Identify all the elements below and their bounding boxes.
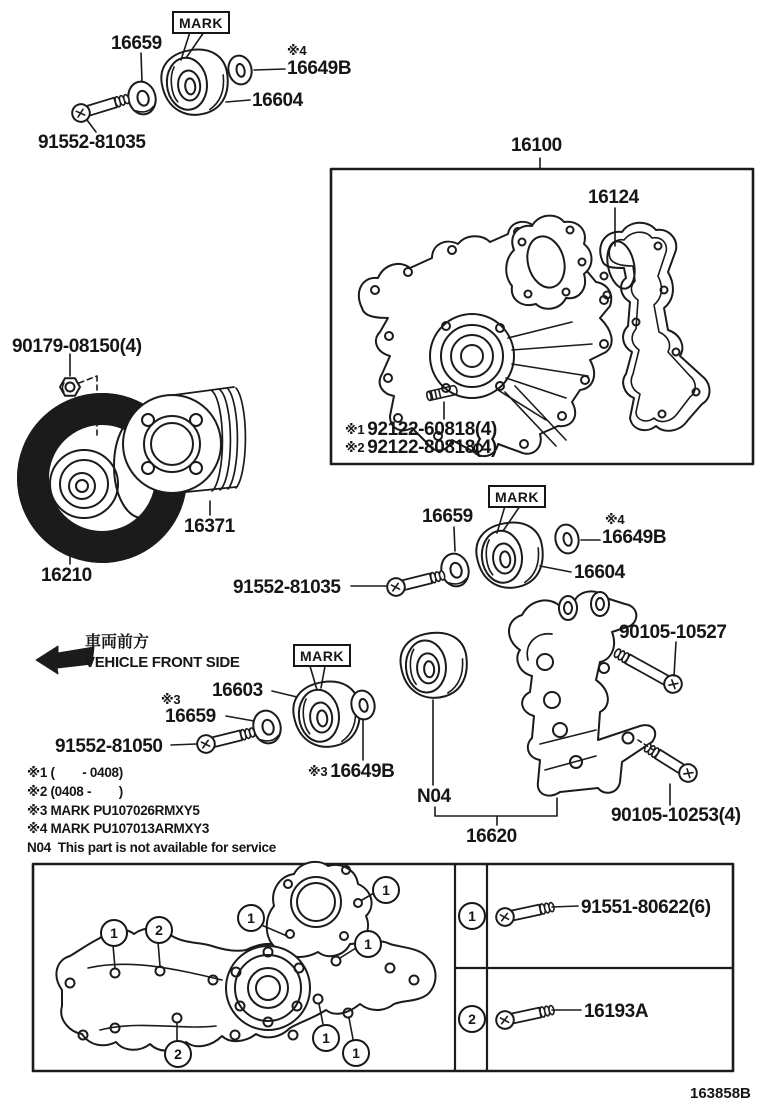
- note-ref3: ※3 MARK PU107026RMXY5: [27, 803, 200, 818]
- part-label-16603[interactable]: 16603: [212, 680, 263, 701]
- part-label-16659-top[interactable]: 16659: [111, 33, 162, 54]
- ref-mark-1: ※1: [345, 422, 365, 437]
- part-label-16604-top[interactable]: 16604: [252, 90, 303, 111]
- ref-mark-3-washer: ※3: [161, 692, 181, 707]
- ref-mark-3-cover: ※3: [308, 764, 328, 779]
- part-label-16649B-low[interactable]: ※3 16649B: [308, 761, 395, 782]
- callout-1-d: 1: [354, 930, 382, 958]
- idler-pulley-no2-top: [70, 47, 254, 124]
- part-label-16649B-mid[interactable]: 16649B: [602, 527, 667, 548]
- part-label-91551-80622[interactable]: 91551-80622(6): [581, 897, 711, 918]
- callout-1-c: 1: [372, 876, 400, 904]
- part-label-91552-81050[interactable]: 91552-81050: [55, 736, 163, 757]
- part-label-90179-08150[interactable]: 90179-08150(4): [12, 336, 142, 357]
- legend-num-2: 2: [458, 1005, 486, 1033]
- callout-1-a: 1: [100, 919, 128, 947]
- note-ref2: ※2 (0408 - ): [27, 784, 123, 799]
- mark-box-mid: MARK: [488, 485, 546, 508]
- ref-mark-4-mid: ※4: [605, 512, 625, 527]
- part-label-92122-80818[interactable]: ※2 92122-80818(4): [345, 437, 497, 458]
- idler-pulley-no2-mid: [385, 520, 581, 598]
- tensioner-pulley-icon: [399, 631, 470, 700]
- direction-label-jp: 車両前方: [85, 634, 150, 651]
- part-label-16124[interactable]: 16124: [588, 187, 639, 208]
- callout-1-b: 1: [237, 904, 265, 932]
- legend-num-1: 1: [458, 902, 486, 930]
- ref-mark-2: ※2: [345, 440, 365, 455]
- mark-box-low: MARK: [293, 644, 351, 667]
- part-label-16620[interactable]: 16620: [466, 826, 517, 847]
- part-label-90105-10527[interactable]: 90105-10527: [619, 622, 727, 643]
- part-label-16371[interactable]: 16371: [184, 516, 235, 537]
- fan-nut-icon: [60, 378, 80, 395]
- ref-mark-4-top: ※4: [287, 43, 307, 58]
- note-ref1: ※1 ( - 0408): [27, 765, 123, 780]
- direction-label-en: VEHICLE FRONT SIDE: [85, 654, 240, 671]
- note-n04: N04 This part is not available for service: [27, 840, 276, 855]
- part-label-91552-81035-top[interactable]: 91552-81035: [38, 132, 146, 153]
- mark-box-top: MARK: [172, 11, 230, 34]
- part-label-90105-10253[interactable]: 90105-10253(4): [611, 805, 741, 826]
- callout-2-a: 2: [145, 916, 173, 944]
- callout-1-e: 1: [312, 1024, 340, 1052]
- tensioner-bolts: [611, 644, 700, 785]
- legend-bolt-icons: [495, 898, 581, 1030]
- part-label-16604-mid[interactable]: 16604: [574, 562, 625, 583]
- part-label-16210[interactable]: 16210: [41, 565, 92, 586]
- part-label-16659-mid[interactable]: 16659: [422, 506, 473, 527]
- part-label-91552-81035-mid[interactable]: 91552-81035: [233, 577, 341, 598]
- callout-1-f: 1: [342, 1039, 370, 1067]
- part-label-16100[interactable]: 16100: [511, 135, 562, 156]
- part-label-16193A[interactable]: 16193A: [584, 1001, 649, 1022]
- note-ref4: ※4 MARK PU107013ARMXY3: [27, 821, 210, 836]
- drawing-code: 163858B: [690, 1085, 751, 1102]
- callout-2-b: 2: [164, 1040, 192, 1068]
- part-label-92122-60818[interactable]: ※1 92122-60818(4): [345, 419, 497, 440]
- part-label-16649B-top[interactable]: 16649B: [287, 58, 352, 79]
- part-label-N04: N04: [417, 786, 451, 807]
- part-label-16659-low[interactable]: 16659: [165, 706, 216, 727]
